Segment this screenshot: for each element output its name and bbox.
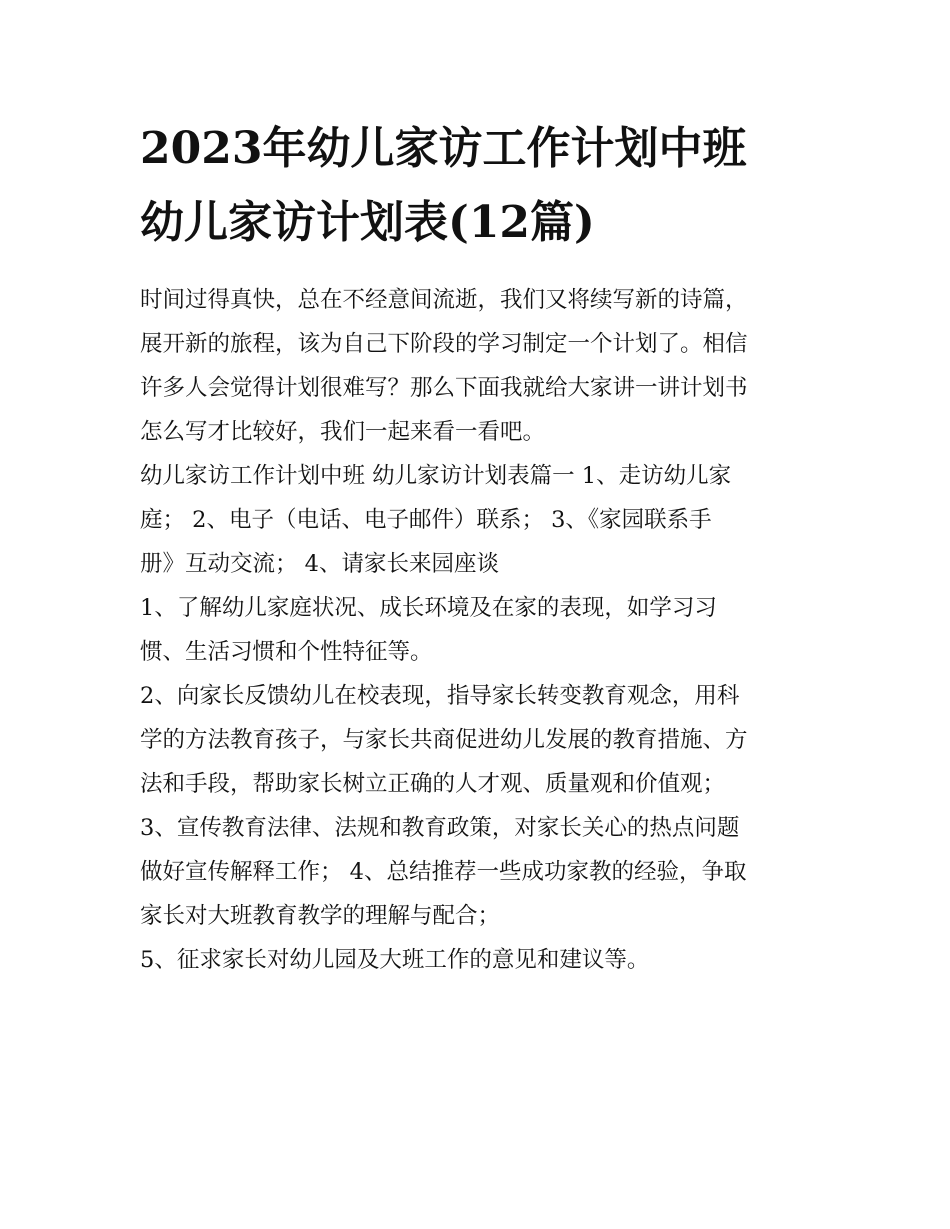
text-line: 3、宣传教育法律、法规和教育政策，对家长关心的热点问题	[140, 815, 740, 841]
text-line: 许多人会觉得计划很难写？那么下面我就给大家讲一讲计划书	[140, 375, 748, 401]
text-line: 册》互动交流； 4、请家长来园座谈	[140, 551, 499, 577]
text-line: 怎么写才比较好，我们一起来看一看吧。	[140, 419, 546, 445]
paragraph-item-3-4	[140, 806, 820, 938]
text-line: 惯、生活习惯和个性特征等。	[140, 639, 433, 665]
document-title	[140, 112, 820, 260]
paragraph-item-2	[140, 674, 820, 806]
text-line: 展开新的旅程，该为自己下阶段的学习制定一个计划了。相信	[140, 331, 748, 357]
paragraph-intro	[140, 278, 820, 454]
title-line-1: 2023年幼儿家访工作计划中班	[140, 123, 747, 174]
text-line: 5、征求家长对幼儿园及大班工作的意见和建议等。	[140, 947, 650, 973]
text-line: 2、向家长反馈幼儿在校表现，指导家长转变教育观念，用科	[140, 683, 740, 709]
text-line: 幼儿家访工作计划中班 幼儿家访计划表篇一 1、走访幼儿家	[140, 463, 732, 489]
text-line: 时间过得真快，总在不经意间流逝，我们又将续写新的诗篇，	[140, 287, 748, 313]
paragraph-item-1	[140, 586, 820, 674]
text-line: 法和手段，帮助家长树立正确的人才观、质量观和价值观；	[140, 771, 726, 797]
document-body	[140, 278, 820, 982]
paragraph-methods	[140, 454, 820, 586]
text-line: 庭； 2、电子（电话、电子邮件）联系； 3、《家园联系手	[140, 507, 712, 533]
paragraph-item-5	[140, 938, 820, 982]
text-line: 学的方法教育孩子，与家长共商促进幼儿发展的教育措施、方	[140, 727, 748, 753]
text-line: 家长对大班教育教学的理解与配合；	[140, 903, 501, 929]
text-line: 1、了解幼儿家庭状况、成长环境及在家的表现，如学习习	[140, 595, 717, 621]
title-line-2: 幼儿家访计划表(12篇)	[140, 197, 595, 248]
text-line: 做好宣传解释工作； 4、总结推荐一些成功家教的经验，争取	[140, 859, 747, 885]
